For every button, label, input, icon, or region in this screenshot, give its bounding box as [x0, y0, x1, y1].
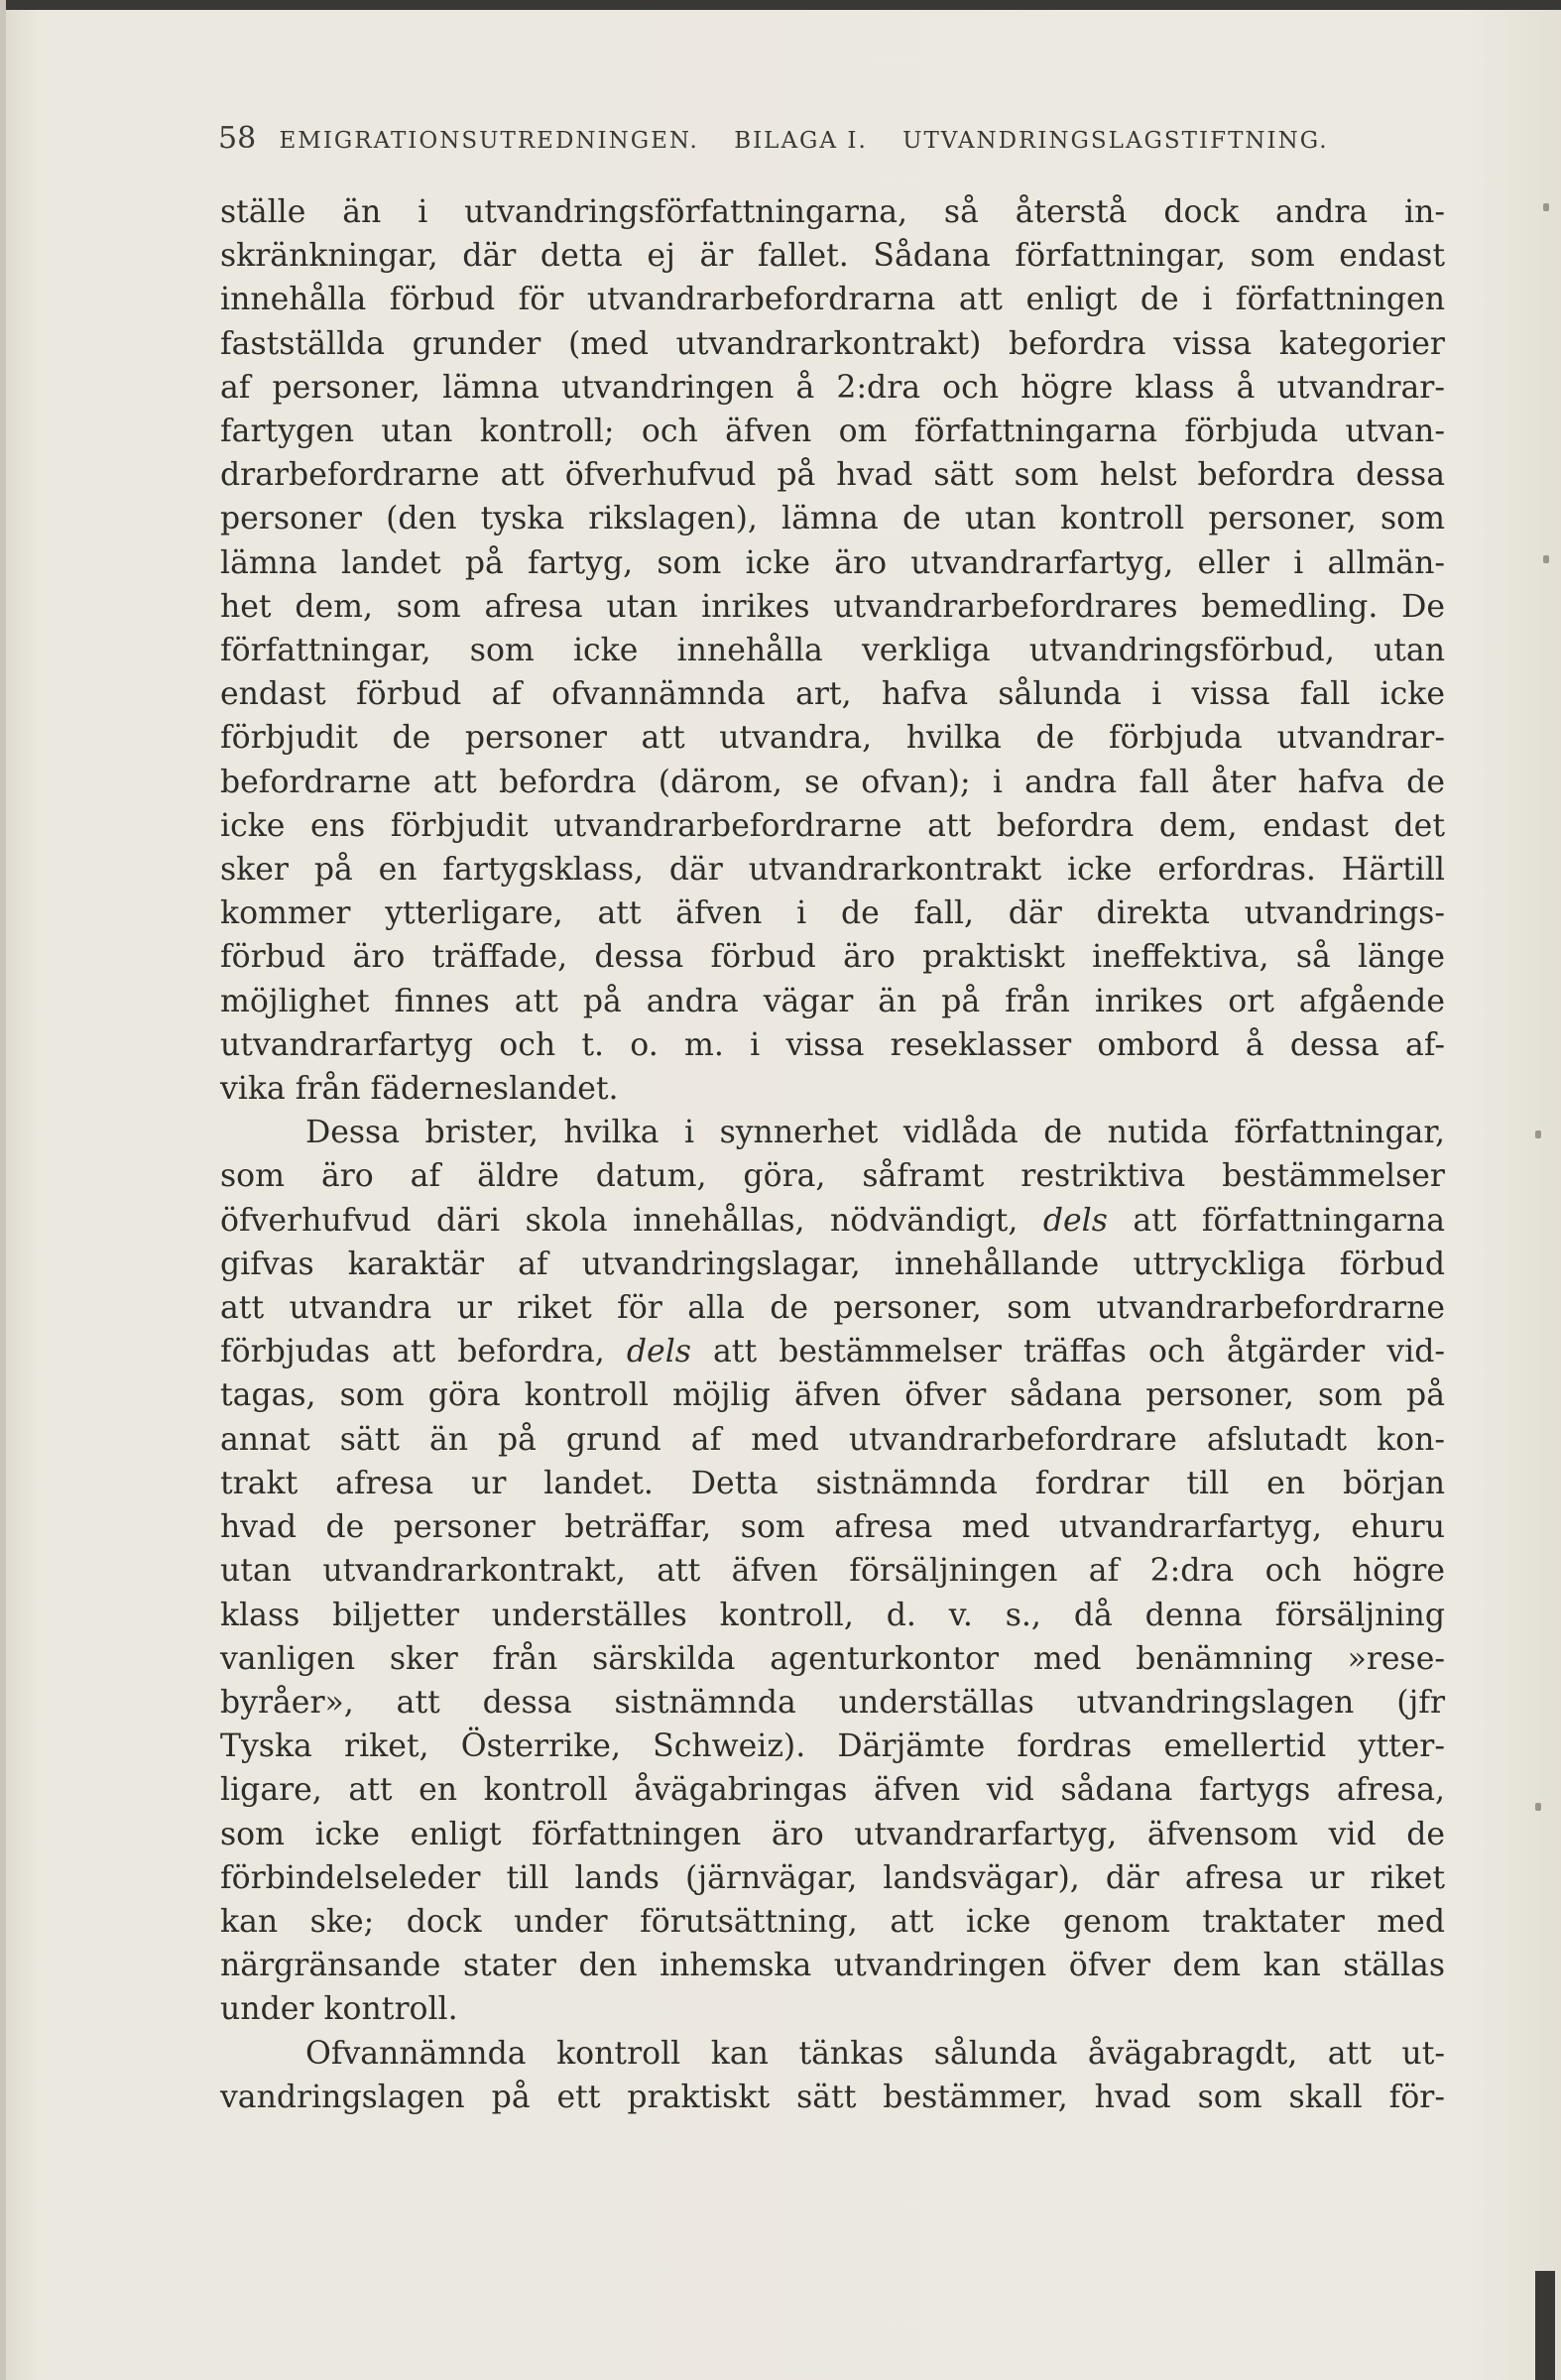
- text-line: byråer», att dessa sistnämnda underställas utvandringslagen (jfr: [220, 1684, 1445, 1721]
- scan-left-edge: [0, 0, 6, 2380]
- text-line: gifvas karaktär af utvandringslagar, innehållande uttryckliga förbud: [220, 1246, 1445, 1282]
- text-line: som äro af äldre datum, göra, såframt restriktiva bestämmelser: [220, 1158, 1445, 1195]
- text-line: sker på en fartygsklass, där utvandrarkontrakt icke erfordras. Härtill: [220, 852, 1445, 889]
- text-segment: att bestämmelser träffas och åtgärder vid-: [713, 1334, 1446, 1370]
- text-line: fartygen utan kontroll; och äfven om författningarna förbjuda utvan-: [220, 414, 1445, 450]
- text-line: endast förbud af ofvannämnda art, hafva sålunda i vissa fall icke: [220, 676, 1445, 713]
- page-number: 58: [218, 121, 257, 156]
- scan-top-border: [0, 0, 1561, 10]
- text-line: Ofvannämnda kontroll kan tänkas sålunda åvägabragdt, att ut-: [305, 2035, 1445, 2072]
- text-segment: förbjudas att befordra,: [220, 1334, 605, 1370]
- text-line: Tyska riket, Österrike, Schweiz). Därjämte fordras emellertid ytter-: [220, 1728, 1445, 1765]
- text-line: vanligen sker från särskilda agenturkontor med benämning »rese-: [220, 1640, 1445, 1677]
- scan-speck: [1535, 1130, 1541, 1138]
- text-line: kan ske; dock under förutsättning, att icke genom traktater med: [220, 1903, 1445, 1940]
- text-segment: öfverhufvud däri skola innehållas, nödvändigt,: [220, 1202, 1019, 1239]
- text-line: förbjudit de personer att utvandra, hvilka de förbjuda utvandrar-: [220, 720, 1445, 757]
- text-line: under kontroll.: [220, 1991, 458, 2028]
- text-line: [220, 1330, 1445, 1373]
- text-line: fastställda grunder (med utvandrarkontrakt) befordra vissa kategorier: [220, 325, 1445, 362]
- italic-emphasis: dels: [1042, 1202, 1108, 1239]
- scan-speck: [1543, 203, 1549, 211]
- header-section: UTVANDRINGSLAGSTIFTNING.: [902, 128, 1329, 154]
- text-line: förbindelseleder till lands (järnvägar, landsvägar), där afresa ur riket: [220, 1859, 1445, 1896]
- text-segment: att författningarna: [1133, 1202, 1446, 1239]
- text-line: möjlighet finnes att på andra vägar än på från inrikes ort afgående: [220, 983, 1445, 1019]
- text-line: ligare, att en kontroll åvägabringas äfven vid sådana fartygs afresa,: [220, 1772, 1445, 1809]
- scan-speck: [1543, 555, 1549, 563]
- header-appendix: BILAGA I.: [734, 128, 868, 154]
- header-title: EMIGRATIONSUTREDNINGEN.: [279, 128, 699, 154]
- text-line: vandringslagen på ett praktiskt sätt bestämmer, hvad som skall för-: [220, 2079, 1445, 2115]
- text-line: utvandrarfartyg och t. o. m. i vissa reseklasser ombord å dessa af-: [220, 1026, 1445, 1063]
- text-line: drarbefordrarne att öfverhufvud på hvad sätt som helst befordra dessa: [220, 457, 1445, 494]
- text-line: kommer ytterligare, att äfven i de fall, där direkta utvandrings-: [220, 895, 1445, 932]
- paragraph-1: [220, 190, 1445, 1111]
- text-line: lämna landet på fartyg, som icke äro utvandrarfartyg, eller i allmän-: [220, 544, 1445, 581]
- text-line: af personer, lämna utvandringen å 2:dra och högre klass å utvandrar-: [220, 369, 1445, 406]
- body-text: [220, 190, 1445, 2119]
- italic-emphasis: dels: [626, 1334, 691, 1370]
- text-line: personer (den tyska rikslagen), lämna de utan kontroll personer, som: [220, 501, 1445, 537]
- text-line: hvad de personer beträffar, som afresa med utvandrarfartyg, ehuru: [220, 1509, 1445, 1546]
- text-line: klass biljetter underställes kontroll, d. v. s., då denna försäljning: [220, 1597, 1445, 1633]
- text-line: ställe än i utvandringsförfattningarna, så återstå dock andra in-: [220, 194, 1445, 230]
- text-line: icke ens förbjudit utvandrarbefordrarne att befordra dem, endast det: [220, 807, 1445, 844]
- running-header: [218, 121, 1458, 156]
- scan-corner-mark: [1535, 2271, 1555, 2380]
- paragraph-2: [220, 1111, 1445, 2031]
- text-line: innehålla förbud för utvandrarbefordrarna att enligt de i författningen: [220, 282, 1445, 318]
- text-line: vika från fäderneslandet.: [220, 1071, 619, 1108]
- scan-speck: [1535, 1803, 1541, 1811]
- text-line: annat sätt än på grund af med utvandrarbefordrare afslutadt kon-: [220, 1421, 1445, 1458]
- text-line: förbud äro träffade, dessa förbud äro praktiskt ineffektiva, så länge: [220, 939, 1445, 976]
- text-line: befordrarne att befordra (därom, se ofvan); i andra fall åter hafva de: [220, 764, 1445, 800]
- text-line: närgränsande stater den inhemska utvandringen öfver dem kan ställas: [220, 1948, 1445, 1984]
- text-line: som icke enligt författningen äro utvandrarfartyg, äfvensom vid de: [220, 1816, 1445, 1852]
- text-line: att utvandra ur riket för alla de personer, som utvandrarbefordrarne: [220, 1290, 1445, 1327]
- paragraph-3: [220, 2032, 1445, 2119]
- text-line: utan utvandrarkontrakt, att äfven försäljningen af 2:dra och högre: [220, 1553, 1445, 1590]
- text-line: [220, 1199, 1445, 1243]
- text-line: trakt afresa ur landet. Detta sistnämnda fordrar till en början: [220, 1465, 1445, 1501]
- text-line: Dessa brister, hvilka i synnerhet vidlåda de nutida författningar,: [305, 1115, 1445, 1151]
- text-line: författningar, som icke innehålla verkliga utvandringsförbud, utan: [220, 633, 1445, 669]
- text-line: het dem, som afresa utan inrikes utvandrarbefordrares bemedling. De: [220, 588, 1445, 625]
- text-line: skränkningar, där detta ej är fallet. Sådana författningar, som endast: [220, 238, 1445, 275]
- text-line: tagas, som göra kontroll möjlig äfven öfver sådana personer, som på: [220, 1377, 1445, 1414]
